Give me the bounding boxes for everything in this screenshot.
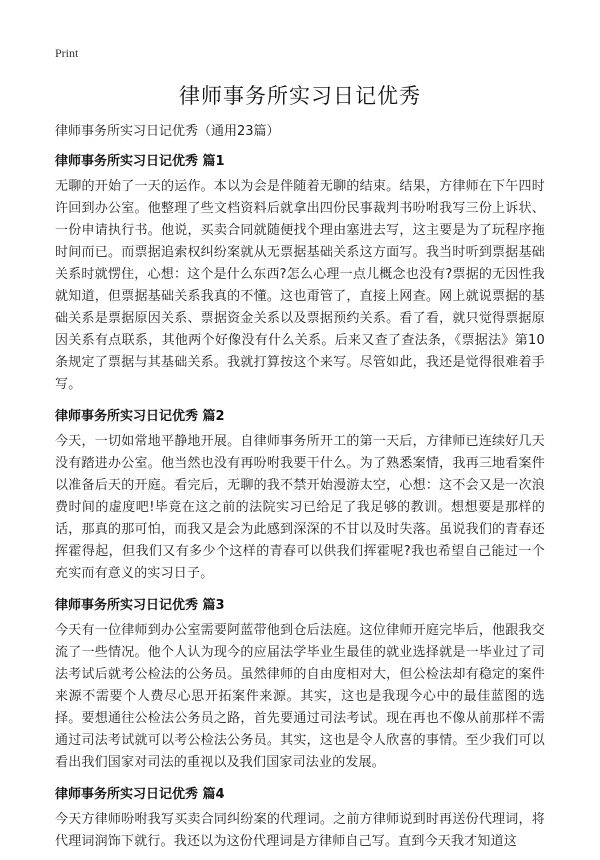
print-label[interactable]: Print — [55, 46, 79, 60]
section-body-4: 今天方律师吩咐我写买卖合同纠纷案的代理词。之前方律师说到时再送份代理词，将代理词润饰下就行。我还以为这份代理词是方律师自己写。直到今天我才知道这 — [55, 812, 545, 849]
section-heading-3: 律师事务所实习日记优秀 篇3 — [55, 598, 225, 613]
document-title: 律师事务所实习日记优秀 — [179, 84, 421, 108]
document-content — [55, 148, 545, 860]
document-subtitle: 律师事务所实习日记优秀（通用23篇） — [55, 124, 280, 139]
section-heading-1: 律师事务所实习日记优秀 篇1 — [55, 154, 225, 169]
section-heading-2: 律师事务所实习日记优秀 篇2 — [55, 409, 225, 424]
section-body-2: 今天，一切如常地平静地开展。自律师事务所开工的第一天后，方律师已连续好几天没有踏进办公室。他当然也没有再吩咐我要干什么。为了熟悉案情，我再三地看案件以准备后天的开庭。看完后，无聊的我不禁开始漫游太空，心想：这不会又是一次浪费时间的虚度吧!毕竟在这之前的法院实习已给足了我足够的教训。想想要是那样的话，那真的那可怕，而我又是会为此感到深深的不甘以及时失落。虽说我们的青春还挥霍得起，但我们又有多少个这样的青春可以供我们挥霍呢?我也希望自己能过一个充实而有意义的实习日子。 — [55, 434, 545, 581]
section-heading-4: 律师事务所实习日记优秀 篇4 — [55, 787, 225, 802]
section-body-1: 无聊的开始了一天的运作。本以为会是伴随着无聊的结束。结果，方律师在下午四时许回到办公室。他整理了些文档资料后就拿出四份民事裁判书吩咐我写三份上诉状、一份申请执行书。他说，买卖合同就随便找个理由塞进去写，这主要是为了玩程序拖时间而已。而票据追索权纠纷案就从无票据基础关系这方面写。我当时听到票据基础关系时就愣住，心想：这个是什么东西?怎么心理一点儿概念也没有?票据的无因性我就知道，但票据基础关系我真的不懂。这也甭管了，直接上网查。网上就说票据的基础关系是票据原因关系、票据资金关系以及票据预约关系。看了看，就只觉得票据原因关系有点联系，其他两个好像没有什么关系。后来又查了查法条，《票据法》第10条规定了票据与其基础关系。我就打算按这个来写。尽管如此，我还是觉得很难着手写。 — [55, 179, 545, 392]
section-body-3: 今天有一位律师到办公室需要阿蓝带他到仓后法庭。这位律师开庭完毕后，他跟我交流了一些情况。他个人认为现今的应届法学毕业生最佳的就业选择就是一毕业过了司法考试后就考公检法的公务员。虽然律师的自由度相对大，但公检法却有稳定的案件来源不需要个人费尽心思开拓案件来源。其实，这也是我现今心中的最佳蓝图的选择。要想通往公检法公务员之路，首先要通过司法考试。现在再也不像从前那样不需通过司法考试就可以考公检法公务员。其实，这也是令人欣喜的事情。至少我们可以看出我们国家对司法的重视以及我们国家司法业的发展。 — [55, 623, 545, 770]
